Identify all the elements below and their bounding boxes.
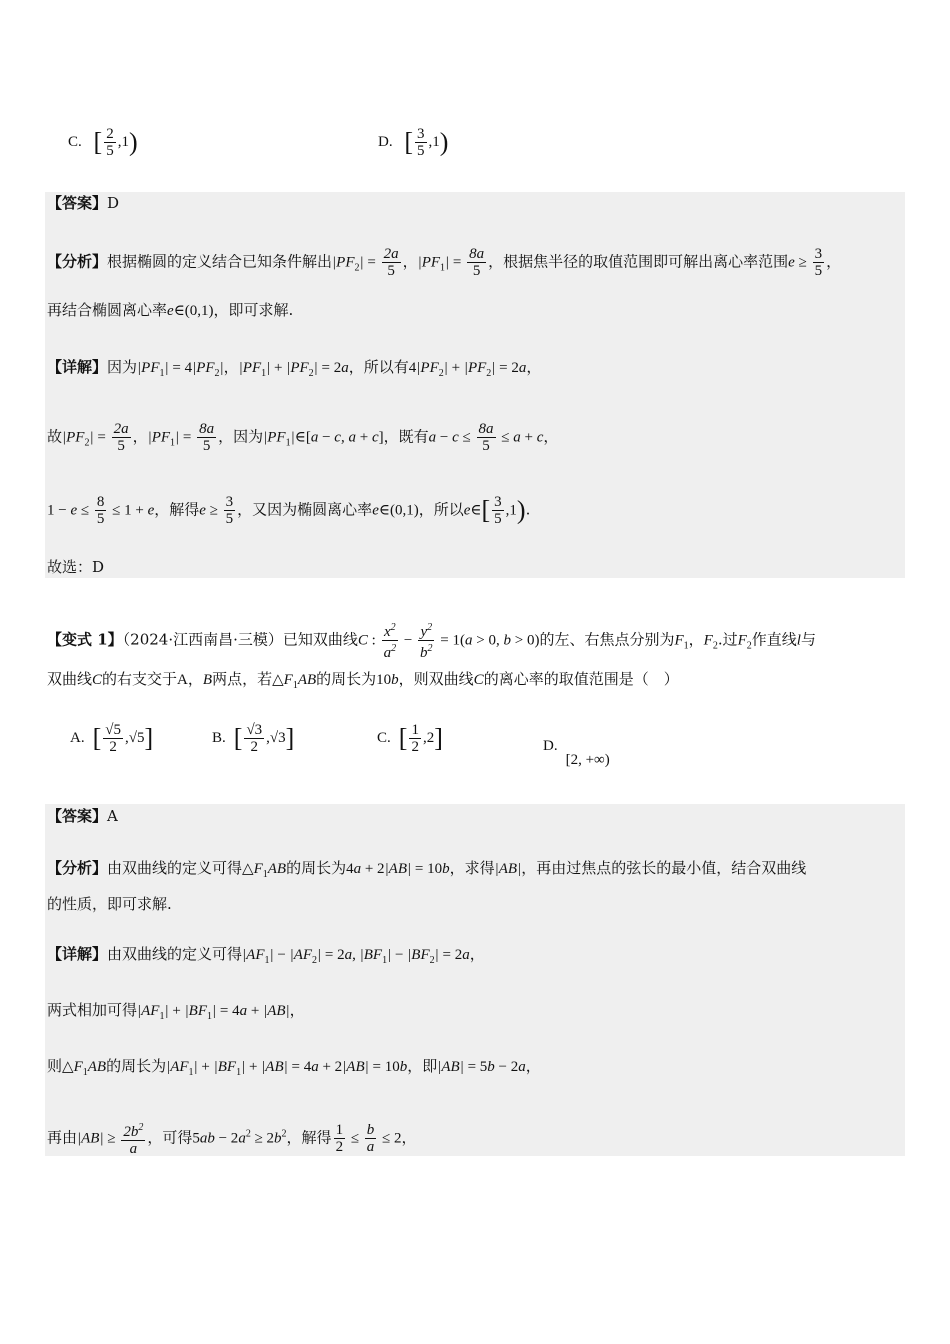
detail2-line-3: 则$\triangle F_1AB$的周长为$|AF_1| + |BF_1| + |AB| = 4a + 2|AB| = 10b$，即|AB| = 5b − 2a， — [47, 1057, 541, 1078]
analysis-line-2: 再结合椭圆离心率e∈(0,1)，即可求解. — [47, 301, 294, 319]
detail2-line-2: 两式相加可得$|AF_1| + |BF_1| = 4a + |AB|$， — [47, 1001, 305, 1022]
option-c-top: C. [ $\frac{2}{5}$ ,1) — [68, 126, 138, 159]
variant-line-1: 【变式 1】（2024·江西南昌·三模）已知双曲线C : $\frac{x^2}{a^2}$ − $\frac{y^2}{b^2}$ = 1(a > 0, b > 0)的左、右焦点分别为$F_1$，$F_2$.过$F_2$作直线l与 — [47, 622, 816, 661]
option-d-top: D. [ $\frac{3}{5}$ ,1) — [378, 126, 449, 159]
detail2-line-1: 【详解】由双曲线的定义可得$|AF_1| - |AF_2| = 2a$, $|BF_1| - |BF_2| = 2a$， — [47, 945, 485, 966]
option-d-label: D. — [378, 133, 393, 150]
detail-line-1: 【详解】因为$|PF_1| = 4|PF_2|$，$|PF_1| + |PF_2| = 2a$，所以有$4|PF_2| + |PF_2| = 2a$， — [47, 358, 542, 379]
variant-tag: 【变式 1】 — [47, 630, 123, 649]
answer-value-2: A — [107, 807, 118, 825]
detail2-line-4: 再由|AB| ≥ $\frac{2b^2}{a}$ ，可得$5ab - 2a^2 \ge 2b^2$，解得 $\frac{1}{2}$ ≤ $\frac{b}{a}$ ≤ 2， — [47, 1122, 417, 1157]
variant-option-c: C. [ $\frac{1}{2}$ ,2] — [377, 722, 443, 755]
variant-line-2: 双曲线C的右支交于A，B两点，若$\triangle F_1AB$的周长为10b，则双曲线C的离心率的取值范围是（ ） — [47, 670, 679, 691]
answer-line-2: 【答案】A — [47, 807, 118, 825]
option-c-label: C. — [68, 133, 82, 150]
analysis2-line-1: 【分析】由双曲线的定义可得$\triangle F_1AB$的周长为4a + 2|AB| = 10b，求得|AB|，再由过焦点的弦长的最小值，结合双曲线 — [47, 859, 807, 880]
conclusion-line-1: 故选：D — [47, 558, 105, 576]
detail-line-3: 1 − e ≤ $\frac{8}{5}$ ≤ 1 + e，解得e ≥ $\frac{3}{5}$ ，又因为椭圆离心率e∈(0,1)，所以e∈[ $\frac{3}{5}$ ,1). — [47, 494, 531, 527]
variant-option-a: A. [ $\frac{√5}{2}$ ,√5] — [70, 722, 154, 755]
analysis2-line-2: 的性质，即可求解. — [47, 895, 172, 913]
variant-option-d: D.[2, +∞) — [543, 738, 610, 768]
detail-line-2: 故$|PF_2|$ = $\frac{2a}{5}$ ，$|PF_1|$ = $\frac{8a}{5}$ ，因为$|PF_1|\in[a - c$, a + c]，既有a − c ≤ $\frac{8a}{5}$ ≤ a + c， — [47, 421, 559, 454]
answer-value: D — [107, 194, 120, 212]
variant-option-b: B. [ $\frac{√3}{2}$ ,√3] — [212, 722, 295, 755]
answer-line-1: 【答案】D — [47, 194, 120, 212]
analysis-line-1: 【分析】根据椭圆的定义结合已知条件解出$|PF_2|$ = $\frac{2a}{5}$ ，$|PF_1|$ = $\frac{8a}{5}$ ，根据焦半径的取值范围即可解出离心率范围e ≥ $\frac{3}{5}$ ， — [47, 246, 842, 279]
